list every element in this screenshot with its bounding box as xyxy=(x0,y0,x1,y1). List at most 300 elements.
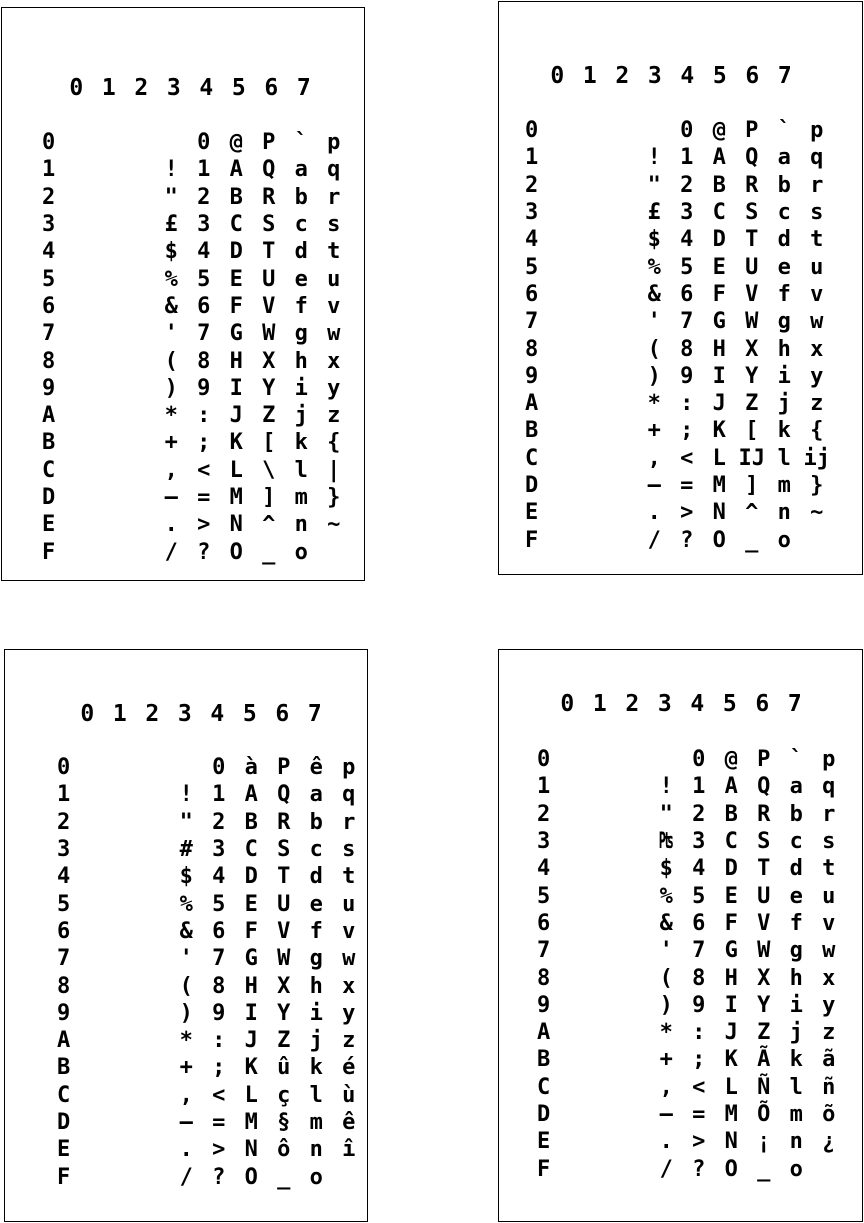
char-cell: Y xyxy=(745,363,759,389)
table-row xyxy=(535,964,845,991)
char-cell: 0 xyxy=(197,130,211,156)
char-cell: O xyxy=(724,1156,738,1182)
char-cell: & xyxy=(647,281,661,307)
column-header: 7 xyxy=(307,701,322,727)
char-cell: Z xyxy=(277,1028,291,1054)
column-header: 4 xyxy=(690,691,705,717)
char-cell: = xyxy=(212,1110,226,1135)
table-row xyxy=(40,457,350,484)
row-label: 5 xyxy=(57,891,71,917)
table-row xyxy=(55,972,365,999)
row-label: 0 xyxy=(537,747,551,773)
char-cell: s xyxy=(822,829,836,855)
table-row xyxy=(40,184,350,211)
row-label: 2 xyxy=(42,184,56,210)
char-cell: n xyxy=(309,1137,323,1163)
char-cell: " xyxy=(179,809,193,835)
char-cell: 9 xyxy=(212,1000,226,1026)
charset-table-2 xyxy=(498,1,863,575)
char-cell: r xyxy=(327,184,341,210)
table-row xyxy=(535,910,845,937)
char-cell: z xyxy=(342,1028,356,1054)
table-row xyxy=(535,828,845,855)
char-cell: A xyxy=(712,145,726,171)
char-cell: g xyxy=(294,321,308,347)
row-label: 0 xyxy=(57,755,71,781)
column-header: 3 xyxy=(177,701,192,727)
char-cell: c xyxy=(789,829,803,855)
char-cell: k xyxy=(789,1047,803,1073)
char-cell: Ã xyxy=(757,1047,771,1073)
row-label: 1 xyxy=(537,774,551,800)
char-cell: o xyxy=(789,1156,803,1182)
char-cell: D xyxy=(229,239,243,265)
char-cell: Z xyxy=(757,1020,771,1046)
row-label: 4 xyxy=(525,227,539,253)
table-row xyxy=(523,172,833,199)
char-cell: " xyxy=(164,184,178,210)
char-cell: . xyxy=(647,500,661,526)
row-label: F xyxy=(57,1164,71,1190)
char-cell: — xyxy=(659,1102,673,1127)
table-body xyxy=(40,129,350,566)
char-cell: w xyxy=(810,309,824,335)
char-cell: û xyxy=(277,1055,291,1081)
char-cell: Q xyxy=(745,145,759,171)
char-cell: S xyxy=(757,829,771,855)
char-cell: J xyxy=(229,403,243,429)
table-row xyxy=(55,781,365,808)
char-cell: Z xyxy=(745,391,759,417)
char-cell: N xyxy=(724,1129,738,1155)
char-cell: # xyxy=(179,837,193,863)
char-cell: O xyxy=(244,1164,258,1190)
char-cell: N xyxy=(229,512,243,538)
char-cell: 1 xyxy=(692,774,706,800)
column-header: 0 xyxy=(550,63,565,89)
char-cell: 5 xyxy=(680,254,694,280)
char-cell: m xyxy=(294,485,308,510)
char-cell: e xyxy=(309,891,323,917)
char-cell: S xyxy=(745,200,759,226)
char-cell: v xyxy=(342,918,356,944)
char-cell: j xyxy=(777,391,791,417)
table-row xyxy=(523,117,833,144)
char-cell: 5 xyxy=(197,266,211,292)
row-label: 6 xyxy=(525,281,539,307)
char-cell: b xyxy=(309,809,323,835)
char-cell: Z xyxy=(262,403,276,429)
char-cell: p xyxy=(327,130,341,156)
table-row xyxy=(535,746,845,773)
char-cell: ' xyxy=(647,309,661,335)
char-cell: N xyxy=(712,500,726,526)
row-label: 3 xyxy=(525,200,539,226)
column-header: 5 xyxy=(712,63,727,89)
row-label: C xyxy=(537,1074,551,1100)
char-cell: C xyxy=(712,200,726,226)
char-cell: 6 xyxy=(680,281,694,307)
row-label: 7 xyxy=(525,309,539,335)
char-cell: R xyxy=(262,184,276,210)
table-row xyxy=(55,1054,365,1081)
char-cell: H xyxy=(712,336,726,362)
char-cell: ! xyxy=(659,774,673,800)
char-cell: — xyxy=(647,473,661,498)
char-cell: Y xyxy=(262,375,276,401)
char-cell: X xyxy=(745,336,759,362)
column-header: 4 xyxy=(199,75,214,101)
char-cell: ¡ xyxy=(757,1129,771,1155)
row-label: E xyxy=(42,512,56,538)
char-cell: 4 xyxy=(680,227,694,253)
char-cell: < xyxy=(692,1074,706,1100)
column-header: 6 xyxy=(755,691,770,717)
char-cell: D xyxy=(712,227,726,253)
char-cell: W xyxy=(745,309,759,335)
table-row xyxy=(535,1046,845,1073)
char-cell: : xyxy=(212,1028,226,1054)
char-cell: [ xyxy=(745,418,759,444)
char-cell: K xyxy=(244,1055,258,1081)
char-cell: H xyxy=(229,348,243,374)
char-cell: ( xyxy=(659,965,673,991)
table-row xyxy=(535,1074,845,1101)
char-cell: ã xyxy=(822,1047,836,1073)
char-cell: T xyxy=(745,227,759,253)
char-cell: ~ xyxy=(810,500,824,526)
char-cell: + xyxy=(659,1047,673,1073)
row-label: C xyxy=(525,445,539,471)
row-label: E xyxy=(537,1129,551,1155)
char-cell: G xyxy=(244,946,258,972)
char-cell: Q xyxy=(757,774,771,800)
row-label: 0 xyxy=(525,118,539,144)
char-cell: E xyxy=(724,883,738,909)
column-header: 2 xyxy=(625,691,640,717)
char-cell: G xyxy=(229,321,243,347)
char-cell: N xyxy=(244,1137,258,1163)
char-cell: _ xyxy=(277,1164,291,1190)
char-cell: I xyxy=(244,1000,258,1026)
table-row xyxy=(55,918,365,945)
table-row xyxy=(40,429,350,456)
char-cell: v xyxy=(822,910,836,936)
char-cell: M xyxy=(724,1102,738,1127)
char-cell: ^ xyxy=(262,512,276,538)
char-cell: b xyxy=(777,172,791,198)
char-cell: 0 xyxy=(680,118,694,144)
char-cell: B xyxy=(229,184,243,210)
table-row xyxy=(523,445,833,472)
char-cell: : xyxy=(197,403,211,429)
char-cell: } xyxy=(810,473,824,498)
char-cell: > xyxy=(197,512,211,538)
char-cell: t xyxy=(810,227,824,253)
row-label: B xyxy=(42,430,56,456)
char-cell: a xyxy=(294,157,308,183)
char-cell: ~ xyxy=(327,512,341,538)
row-label: 7 xyxy=(42,321,56,347)
table-row xyxy=(523,499,833,526)
char-cell: F xyxy=(229,293,243,319)
char-cell: f xyxy=(789,910,803,936)
row-label: 6 xyxy=(57,918,71,944)
char-cell: ¿ xyxy=(822,1129,836,1155)
column-header: 7 xyxy=(787,691,802,717)
char-cell: K xyxy=(712,418,726,444)
column-header: 4 xyxy=(680,63,695,89)
column-header: 6 xyxy=(275,701,290,727)
char-cell: , xyxy=(647,445,661,471)
char-cell: V xyxy=(262,293,276,319)
char-cell: h xyxy=(309,973,323,999)
row-label: 1 xyxy=(42,157,56,183)
char-cell: G xyxy=(724,938,738,964)
char-cell: 1 xyxy=(197,157,211,183)
char-cell: " xyxy=(659,801,673,827)
char-cell: / xyxy=(659,1156,673,1182)
char-cell: ! xyxy=(647,145,661,171)
row-label: 2 xyxy=(537,801,551,827)
char-cell: ô xyxy=(277,1137,291,1163)
char-cell: ? xyxy=(680,527,694,553)
char-cell: H xyxy=(724,965,738,991)
char-cell: G xyxy=(712,309,726,335)
char-cell: I xyxy=(724,992,738,1018)
row-label: D xyxy=(525,473,539,498)
char-cell: U xyxy=(262,266,276,292)
table-row xyxy=(40,156,350,183)
char-cell: ; xyxy=(680,418,694,444)
char-cell: S xyxy=(262,212,276,238)
column-header: 5 xyxy=(722,691,737,717)
char-cell: 4 xyxy=(212,864,226,890)
table-row xyxy=(55,1027,365,1054)
char-cell: 9 xyxy=(680,363,694,389)
char-cell: 3 xyxy=(680,200,694,226)
column-header: 5 xyxy=(231,75,246,101)
char-cell: ? xyxy=(692,1156,706,1182)
char-cell: 5 xyxy=(692,883,706,909)
char-cell: h xyxy=(777,336,791,362)
char-cell: m xyxy=(789,1102,803,1127)
char-cell: . xyxy=(164,512,178,538)
char-cell: h xyxy=(789,965,803,991)
char-cell: p xyxy=(822,747,836,773)
char-cell: a xyxy=(777,145,791,171)
char-cell: , xyxy=(659,1074,673,1100)
table-row xyxy=(523,390,833,417)
char-cell: A xyxy=(244,782,258,808)
table-row xyxy=(40,538,350,565)
char-cell: g xyxy=(309,946,323,972)
table-row xyxy=(523,363,833,390)
column-header: 2 xyxy=(145,701,160,727)
char-cell: 8 xyxy=(692,965,706,991)
char-cell: ) xyxy=(164,375,178,401)
row-label: B xyxy=(57,1055,71,1081)
char-cell: 2 xyxy=(197,184,211,210)
char-cell: , xyxy=(164,457,178,483)
char-cell: t xyxy=(327,239,341,265)
char-cell: B xyxy=(244,809,258,835)
column-header: 3 xyxy=(657,691,672,717)
row-label: 8 xyxy=(42,348,56,374)
table-row xyxy=(535,937,845,964)
char-cell: / xyxy=(647,527,661,553)
char-cell: s xyxy=(810,200,824,226)
char-cell: % xyxy=(179,891,193,917)
char-cell: q xyxy=(327,157,341,183)
row-label: E xyxy=(525,500,539,526)
char-cell: > xyxy=(692,1129,706,1155)
char-cell: r xyxy=(342,809,356,835)
char-cell: ` xyxy=(294,130,308,156)
char-cell: n xyxy=(777,500,791,526)
char-cell: 6 xyxy=(692,910,706,936)
char-cell: IJ xyxy=(738,445,765,471)
table-row xyxy=(523,253,833,280)
char-cell: : xyxy=(680,391,694,417)
row-label: 9 xyxy=(57,1000,71,1026)
char-cell: * xyxy=(659,1020,673,1046)
char-cell: 1 xyxy=(212,782,226,808)
row-label: B xyxy=(525,418,539,444)
char-cell: e xyxy=(789,883,803,909)
char-cell: p xyxy=(810,118,824,144)
char-cell: j xyxy=(789,1020,803,1046)
column-header-row xyxy=(60,76,320,100)
table-row xyxy=(523,226,833,253)
char-cell: ' xyxy=(179,946,193,972)
char-cell: x xyxy=(342,973,356,999)
char-cell: O xyxy=(712,527,726,553)
char-cell: w xyxy=(822,938,836,964)
table-row xyxy=(535,1155,845,1182)
table-row xyxy=(535,882,845,909)
char-cell: L xyxy=(712,445,726,471)
char-cell: l xyxy=(789,1074,803,1100)
row-label: 5 xyxy=(42,266,56,292)
char-cell: d xyxy=(789,856,803,882)
column-header: 4 xyxy=(210,701,225,727)
char-cell: j xyxy=(309,1028,323,1054)
char-cell: X xyxy=(277,973,291,999)
char-cell: y xyxy=(327,375,341,401)
row-label: 7 xyxy=(57,946,71,972)
row-label: E xyxy=(57,1137,71,1163)
table-row xyxy=(55,890,365,917)
row-label: F xyxy=(525,527,539,553)
char-cell: 0 xyxy=(212,755,226,781)
column-header: 0 xyxy=(560,691,575,717)
char-cell: [ xyxy=(262,430,276,456)
column-header-row xyxy=(541,64,801,88)
char-cell: c xyxy=(294,212,308,238)
column-header: 3 xyxy=(166,75,181,101)
char-cell: ( xyxy=(164,348,178,374)
char-cell: @ xyxy=(724,747,738,773)
char-cell: d xyxy=(309,864,323,890)
char-cell: C xyxy=(244,837,258,863)
row-label: F xyxy=(537,1156,551,1182)
char-cell: f xyxy=(777,281,791,307)
char-cell: ) xyxy=(647,363,661,389)
char-cell: § xyxy=(277,1110,291,1135)
char-cell: W xyxy=(277,946,291,972)
column-header: 1 xyxy=(101,75,116,101)
row-label: 9 xyxy=(525,363,539,389)
char-cell: & xyxy=(164,293,178,319)
char-cell: t xyxy=(822,856,836,882)
column-header: 6 xyxy=(264,75,279,101)
char-cell: s xyxy=(327,212,341,238)
row-label: D xyxy=(537,1102,551,1127)
char-cell: y xyxy=(342,1000,356,1026)
char-cell: J xyxy=(724,1020,738,1046)
table-row xyxy=(523,472,833,499)
char-cell: ' xyxy=(164,321,178,347)
table-row xyxy=(40,129,350,156)
table-row xyxy=(55,1082,365,1109)
char-cell: H xyxy=(244,973,258,999)
char-cell: ` xyxy=(777,118,791,144)
char-cell: X xyxy=(757,965,771,991)
char-cell: V xyxy=(745,281,759,307)
char-cell: A xyxy=(724,774,738,800)
row-label: 5 xyxy=(525,254,539,280)
char-cell: v xyxy=(327,293,341,319)
column-header: 0 xyxy=(69,75,84,101)
char-cell: b xyxy=(294,184,308,210)
row-label: 3 xyxy=(537,829,551,855)
row-label: 4 xyxy=(57,864,71,890)
char-cell: i xyxy=(309,1000,323,1026)
char-cell: > xyxy=(212,1137,226,1163)
char-cell: t xyxy=(342,864,356,890)
char-cell: < xyxy=(212,1082,226,1108)
char-cell: I xyxy=(712,363,726,389)
table-row xyxy=(40,238,350,265)
char-cell: _ xyxy=(262,539,276,565)
char-cell: v xyxy=(810,281,824,307)
table-row xyxy=(55,1000,365,1027)
table-row xyxy=(523,417,833,444)
table-body xyxy=(55,754,365,1191)
char-cell: $ xyxy=(179,864,193,890)
char-cell: ; xyxy=(197,430,211,456)
table-row xyxy=(535,855,845,882)
char-cell: / xyxy=(164,539,178,565)
char-cell: R xyxy=(757,801,771,827)
char-cell: a xyxy=(309,782,323,808)
char-cell: 8 xyxy=(680,336,694,362)
row-label: D xyxy=(57,1110,71,1135)
char-cell: % xyxy=(659,883,673,909)
table-row xyxy=(535,992,845,1019)
row-label: 1 xyxy=(57,782,71,808)
char-cell: 9 xyxy=(197,375,211,401)
char-cell: E xyxy=(712,254,726,280)
row-label: 7 xyxy=(537,938,551,964)
char-cell: 2 xyxy=(212,809,226,835)
row-label: B xyxy=(537,1047,551,1073)
column-header: 6 xyxy=(745,63,760,89)
char-cell: @ xyxy=(229,130,243,156)
row-label: 2 xyxy=(525,172,539,198)
char-cell: K xyxy=(724,1047,738,1073)
